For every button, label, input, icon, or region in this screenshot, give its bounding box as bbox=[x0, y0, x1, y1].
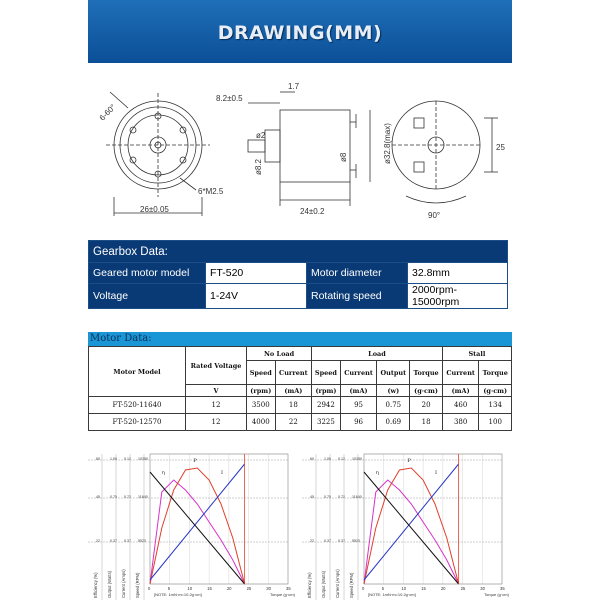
tick-label: 60 bbox=[96, 457, 100, 461]
gearbox-value: 2000rpm-15000rpm bbox=[408, 284, 508, 309]
side-view bbox=[248, 92, 370, 206]
data-cell: 95 bbox=[340, 397, 377, 414]
unit-cell: (g·cm) bbox=[410, 385, 442, 397]
data-cell: 20 bbox=[410, 397, 442, 414]
tick-label: 1.00 bbox=[110, 457, 117, 461]
motor-header: Motor Data: bbox=[88, 332, 512, 346]
unit-cell: (w) bbox=[377, 385, 410, 397]
unit-cell: (mA) bbox=[275, 385, 312, 397]
tick-label: 10380 bbox=[138, 457, 148, 461]
axis-label: Current (Amps) bbox=[121, 569, 126, 598]
unit-cell: V bbox=[186, 385, 247, 397]
technical-drawing bbox=[88, 70, 512, 230]
plot-area bbox=[150, 454, 288, 584]
rear-dim-angle: 90° bbox=[428, 211, 441, 220]
x-tick-label: 10 bbox=[401, 586, 407, 591]
x-tick-label: 15 bbox=[421, 586, 426, 591]
performance-chart bbox=[88, 454, 296, 600]
x-tick-label: 30 bbox=[480, 586, 485, 591]
data-cell: 134 bbox=[479, 397, 512, 414]
side-dim-shaft: ø2 bbox=[256, 131, 266, 140]
x-tick-label: 5 bbox=[167, 586, 171, 591]
sub-output: Output bbox=[377, 361, 410, 385]
performance-chart bbox=[302, 454, 510, 600]
x-tick-label: 15 bbox=[207, 586, 212, 591]
sub-current: Current bbox=[275, 361, 312, 385]
side-dim-bore: ø8 bbox=[339, 152, 348, 162]
col-rated-voltage: Rated Voltage bbox=[186, 347, 247, 385]
data-cell: 0.75 bbox=[377, 397, 410, 414]
unit-cell: (g·cm) bbox=[479, 385, 512, 397]
x-tick-label: 20 bbox=[440, 586, 446, 591]
page-title: DRAWING(MM) bbox=[217, 22, 383, 44]
tick-label: 0.75 bbox=[110, 495, 117, 499]
sub-torque: Torque bbox=[479, 361, 512, 385]
tick-label: 45 bbox=[96, 495, 100, 499]
x-tick-label: 0 bbox=[148, 586, 151, 591]
col-stall: Stall bbox=[442, 347, 511, 361]
unit-cell: (rpm) bbox=[247, 385, 276, 397]
tick-label: 0.12 bbox=[338, 457, 345, 461]
side-dim-top2: 1.7 bbox=[288, 82, 300, 91]
curve-label: I bbox=[434, 470, 437, 476]
data-cell: 96 bbox=[340, 414, 377, 431]
data-cell: 3500 bbox=[247, 397, 276, 414]
gearbox-value: 32.8mm bbox=[408, 263, 508, 284]
rear-view bbox=[392, 101, 498, 203]
tick-label: 0.37 bbox=[110, 539, 117, 543]
title-banner bbox=[88, 0, 512, 63]
tick-label: 5520 bbox=[352, 539, 360, 543]
data-cell: 0.69 bbox=[377, 414, 410, 431]
motor-table bbox=[88, 346, 512, 431]
tick-label: 0.37 bbox=[324, 539, 331, 543]
plot-area bbox=[364, 454, 502, 584]
data-cell: 460 bbox=[442, 397, 479, 414]
tick-label: 1.00 bbox=[324, 457, 331, 461]
gearbox-row bbox=[89, 263, 508, 284]
curve-label: I bbox=[220, 470, 223, 476]
table-row bbox=[89, 397, 512, 414]
unit-cell: (mA) bbox=[340, 385, 377, 397]
x-tick-label: 20 bbox=[226, 586, 232, 591]
tick-label: 0.75 bbox=[324, 495, 331, 499]
tick-label: 10380 bbox=[352, 457, 362, 461]
data-cell: 12 bbox=[186, 414, 247, 431]
side-dim-top1: 8.2±0.5 bbox=[216, 94, 243, 103]
tick-label: 0.37 bbox=[124, 539, 131, 543]
chart-note: [NOTE: 1mN·m=10.2g·cm] bbox=[154, 592, 202, 597]
sub-torque: Torque bbox=[410, 361, 442, 385]
tick-label: 11640 bbox=[138, 495, 148, 499]
gearbox-value: 1-24V bbox=[206, 284, 307, 309]
tick-label: 22 bbox=[310, 539, 314, 543]
gearbox-table bbox=[88, 240, 508, 309]
x-tick-label: 35 bbox=[500, 586, 505, 591]
gearbox-label: Geared motor model bbox=[89, 263, 206, 284]
tick-label: 22 bbox=[96, 539, 100, 543]
curve-label: P bbox=[407, 458, 411, 464]
side-dim-hub: ø8.2 bbox=[254, 158, 263, 175]
x-tick-label: 25 bbox=[246, 586, 252, 591]
tick-label: 60 bbox=[310, 457, 314, 461]
data-cell: 2942 bbox=[312, 397, 341, 414]
gearbox-label: Rotating speed bbox=[307, 284, 408, 309]
rear-dim-height: 25 bbox=[496, 143, 505, 152]
x-tick-label: 5 bbox=[381, 586, 385, 591]
performance-charts bbox=[88, 450, 512, 600]
front-dim-thread: 6*M2.5 bbox=[198, 187, 224, 196]
motor-model-cell: FT-520-12570 bbox=[89, 414, 186, 431]
sub-current: Current bbox=[340, 361, 377, 385]
table-row bbox=[89, 414, 512, 431]
axis-label: Output (Watts) bbox=[321, 570, 326, 598]
front-dim-width: 26±0.05 bbox=[140, 205, 169, 214]
tick-label: 5520 bbox=[138, 539, 146, 543]
x-tick-label: 30 bbox=[266, 586, 271, 591]
tick-label: 0.72 bbox=[338, 495, 345, 499]
data-cell: 12 bbox=[186, 397, 247, 414]
sub-speed: Speed bbox=[247, 361, 276, 385]
axis-label: Efficiency (%) bbox=[307, 572, 312, 598]
data-cell: 18 bbox=[275, 397, 312, 414]
x-tick-label: 0 bbox=[362, 586, 365, 591]
axis-label: Speed (RPM) bbox=[135, 572, 140, 598]
axis-label: Output (Watts) bbox=[107, 570, 112, 598]
x-tick-label: 10 bbox=[187, 586, 193, 591]
data-cell: 18 bbox=[410, 414, 442, 431]
curve-label: η bbox=[161, 470, 165, 476]
gearbox-row bbox=[89, 284, 508, 309]
axis-label: Efficiency (%) bbox=[93, 572, 98, 598]
tick-label: 0.72 bbox=[124, 495, 131, 499]
x-tick-label: 25 bbox=[460, 586, 466, 591]
gearbox-label: Motor diameter bbox=[307, 263, 408, 284]
data-cell: 380 bbox=[442, 414, 479, 431]
col-motor-model: Motor Model bbox=[89, 347, 186, 397]
gearbox-header: Gearbox Data: bbox=[89, 241, 508, 263]
unit-cell: (mA) bbox=[442, 385, 479, 397]
tick-label: 11640 bbox=[352, 495, 362, 499]
data-cell: 4000 bbox=[247, 414, 276, 431]
side-dim-length: 24±0.2 bbox=[300, 207, 325, 216]
axis-label: Current (Amps) bbox=[335, 569, 340, 598]
motor-model-cell: FT-520-11640 bbox=[89, 397, 186, 414]
side-dim-body: ø32.8(max) bbox=[383, 123, 392, 164]
sub-speed: Speed bbox=[312, 361, 341, 385]
gearbox-label: Voltage bbox=[89, 284, 206, 309]
axis-label: Speed (RPM) bbox=[349, 572, 354, 598]
curve-label: η bbox=[375, 470, 379, 476]
curve-label: P bbox=[193, 458, 197, 464]
gearbox-value: FT-520 bbox=[206, 263, 307, 284]
x-axis-label: Torque (g·cm) bbox=[270, 592, 295, 597]
x-axis-label: Torque (g·cm) bbox=[484, 592, 509, 597]
front-view bbox=[106, 92, 210, 216]
tick-label: 45 bbox=[310, 495, 314, 499]
data-cell: 22 bbox=[275, 414, 312, 431]
chart-note: [NOTE: 1mN·m=10.2g·cm] bbox=[368, 592, 416, 597]
sub-current: Current bbox=[442, 361, 479, 385]
front-dim-angle: 6-60° bbox=[97, 102, 118, 123]
tick-label: 0.37 bbox=[338, 539, 345, 543]
col-no-load: No Load bbox=[247, 347, 312, 361]
data-cell: 100 bbox=[479, 414, 512, 431]
col-load: Load bbox=[312, 347, 443, 361]
unit-cell: (rpm) bbox=[312, 385, 341, 397]
x-tick-label: 35 bbox=[286, 586, 291, 591]
data-cell: 3225 bbox=[312, 414, 341, 431]
tick-label: 0.12 bbox=[124, 457, 131, 461]
